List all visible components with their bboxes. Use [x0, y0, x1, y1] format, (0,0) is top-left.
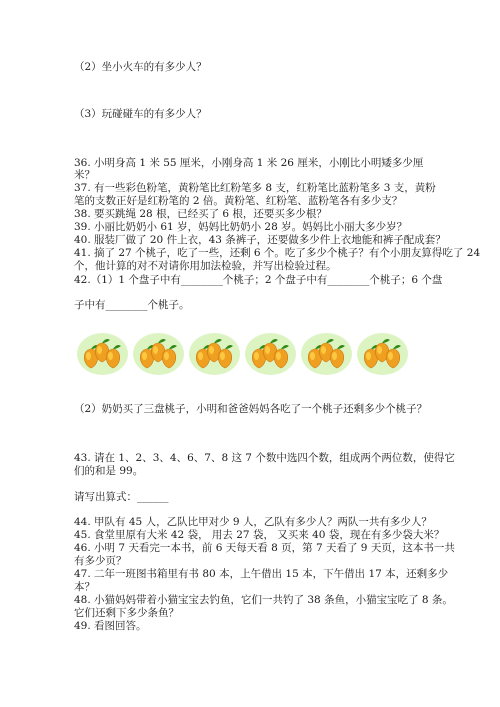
question-41-line-1: 41. 摘了 27 个桃子，吃了一些，还剩 6 个。吃了多少个桃子？有个小朋友算得吃了 24: [74, 247, 481, 259]
question-47-line-2: 本？: [74, 581, 95, 593]
question-38: 38. 要买跳绳 28 根，已经买了 6 根，还要买多少根？: [74, 208, 327, 220]
peach-plates-figure: [77, 333, 417, 379]
question-47-line-1: 47. 二年一班图书箱里有书 80 本，上午借出 15 本，下午借出 17 本，还剩多少: [74, 568, 449, 580]
question-46-line-2: 有多少页？: [74, 555, 127, 567]
question-36-line-1: 36. 小明身高 1 米 55 厘米，小刚身高 1 米 26 厘米，小刚比小明矮多少厘: [74, 157, 424, 169]
question-43-line-2: 们的和是 99。: [74, 465, 144, 477]
peach-plate: [189, 333, 240, 375]
question-42-part-2: （2）奶奶买了三盘桃子，小明和爸爸妈妈各吃了一个桃子还剩多少个桃子？: [74, 403, 428, 415]
peach-plate: [77, 333, 128, 375]
peach-plate: [301, 333, 352, 375]
question-48-line-2: 它们还剩下多少条鱼？: [74, 607, 179, 619]
question-49: 49. 看图回答。: [74, 620, 147, 632]
peach-plate: [245, 333, 296, 375]
question-46-line-1: 46. 小明 7 天看完一本书，前 6 天每天看 8 页，第 7 天看了 9 天页，这本书一共: [74, 542, 455, 554]
question-39: 39. 小丽比奶奶小 61 岁，妈妈比奶奶小 28 岁。妈妈比小丽大多少岁？: [74, 221, 408, 233]
peach-plate: [357, 333, 408, 375]
question-44: 44. 甲队有 45 人，乙队比甲对少 9 人，乙队有多少人？两队一共有多少人？: [74, 516, 432, 528]
question-48-line-1: 48. 小猫妈妈带着小猫宝宝去钓鱼，它们一共钓了 38 条鱼，小猫宝宝吃了 8 条。: [74, 594, 453, 606]
question-2-train: （2）坐小火车的有多少人？: [74, 61, 207, 73]
question-37-line-2: 笔的支数正好是红粉笔的 2 倍。黄粉笔、红粉笔、蓝粉笔各有多少支？: [74, 195, 403, 207]
question-45: 45. 食堂里原有大米 42 袋， 用去 27 袋， 又买来 40 袋，现在有多少袋大米？: [74, 529, 445, 541]
question-43-formula: 请写出算式：______: [74, 491, 169, 503]
question-36-line-2: 米？: [74, 169, 95, 181]
question-37-line-1: 37. 有一些彩色粉笔，黄粉笔比红粉笔多 8 支，红粉笔比蓝粉笔多 3 支，黄粉: [74, 182, 436, 194]
question-3-bumper-car: （3）玩碰碰车的有多少人？: [74, 108, 207, 120]
question-40: 40. 服装厂做了 20 件上衣，43 条裤子，还要做多少件上衣地能和裤子配成套？: [74, 234, 446, 246]
question-41-line-2: 个，他计算的对不对请你用加法检验，并写出检验过程。: [74, 260, 337, 272]
question-43-line-1: 43. 请在 1、2、3、4、6、7、8 这 7 个数中选四个数，组成两个两位数，使得它: [74, 452, 455, 464]
question-42-line-1: 42.（1）1 个盘子中有________个桃子；2 个盘子中有________个桃子；6 个盘: [74, 274, 443, 286]
question-42-line-2: 子中有________个桃子。: [74, 299, 190, 311]
peach-plate: [133, 333, 184, 375]
